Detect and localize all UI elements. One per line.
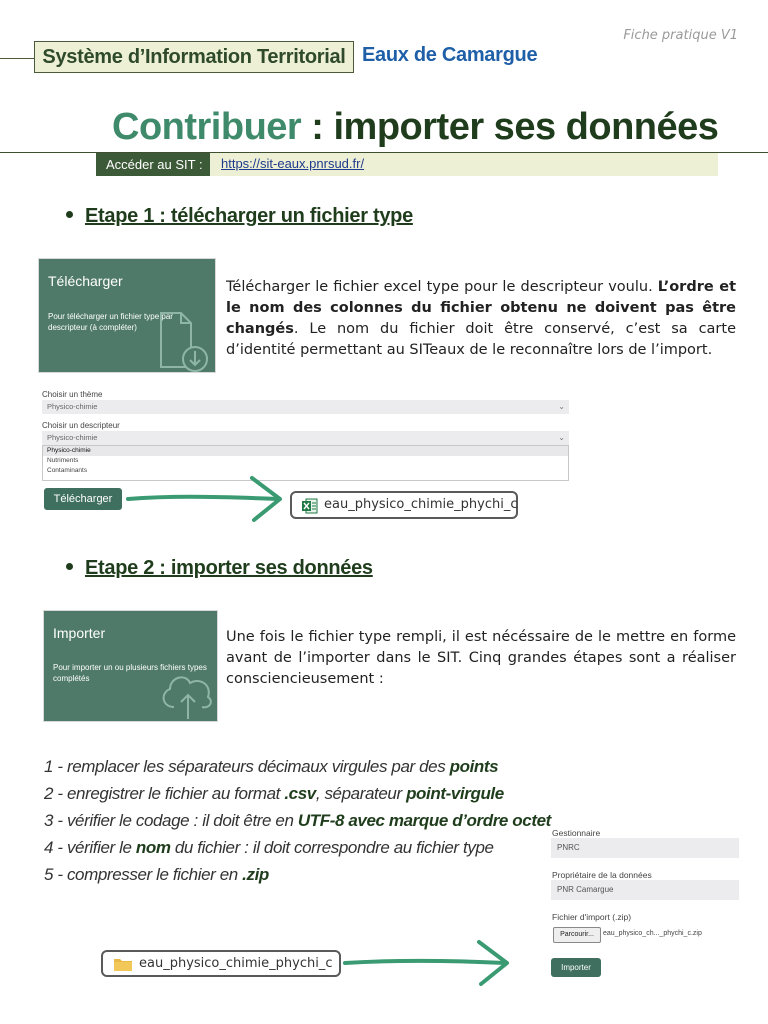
instruction-item-5 — [44, 865, 269, 885]
item-bold: points — [449, 757, 499, 776]
descriptor-label: Choisir un descripteur — [42, 421, 120, 430]
import-card[interactable] — [43, 610, 218, 722]
item-text: 1 - remplacer les séparateurs décimaux virgules par des — [44, 757, 450, 776]
descriptor-dropdown — [42, 445, 569, 481]
item-bold: UTF-8 avec marque d’ordre octet — [297, 811, 551, 830]
bullet-icon — [66, 211, 73, 218]
item-bold: .zip — [242, 865, 269, 884]
item-bold: nom — [135, 838, 171, 857]
descriptor-select-value: Physico-chimie — [47, 433, 98, 442]
item-text: , séparateur — [315, 784, 407, 803]
step1-heading — [66, 205, 413, 228]
title-rest: : importer ses données — [301, 106, 719, 148]
theme-label: Choisir un thème — [42, 390, 103, 399]
step1-para-part2: . Le nom du fichier doit être conservé, c’est sa carte d’identité permettant au SITeaux de le reconnaître lors de l’import. — [226, 321, 736, 358]
cloud-upload-icon — [156, 667, 216, 721]
theme-select-value: Physico-chimie — [47, 402, 98, 411]
zip-folder-name: eau_physico_chimie_phychi_c — [139, 956, 333, 971]
org-subtitle: Eaux de Camargue — [362, 44, 538, 66]
manager-label: Gestionnaire — [552, 828, 601, 838]
step1-heading-text: Etape 1 : télécharger un fichier type — [85, 205, 413, 227]
item-text: du fichier : il doit correspondre au fichier type — [170, 838, 494, 857]
instruction-item-3 — [44, 811, 551, 831]
step2-paragraph: Une fois le fichier type rempli, il est nécéssaire de le mettre en forme avant de l’importer dans le SIT. Cinq grandes étapes sont a réaliser consciencieusement : — [226, 629, 736, 687]
download-card-title: Télécharger — [48, 273, 123, 289]
excel-file-name: eau_physico_chimie_phychi_c — [324, 497, 518, 512]
instruction-item-1 — [44, 757, 498, 777]
descriptor-select[interactable] — [42, 431, 569, 445]
title-highlight: Contribuer — [112, 106, 302, 148]
version-label: Fiche pratique V1 — [623, 28, 738, 43]
folder-icon — [114, 957, 132, 971]
theme-select[interactable] — [42, 400, 569, 414]
import-card-desc: Pour importer un ou plusieurs fichiers types complétés — [53, 663, 207, 683]
header-rule — [0, 58, 34, 59]
excel-file-chip — [290, 491, 518, 519]
download-card-desc: Pour télécharger un fichier type par descripteur (à compléter) — [48, 312, 173, 332]
item-bold: .csv — [284, 784, 316, 803]
access-link[interactable]: https://sit-eaux.pnrsud.fr/ — [221, 156, 365, 171]
arrow-icon — [343, 938, 515, 988]
owner-label: Propriétaire de la données — [552, 870, 652, 880]
item-text: 5 - compresser le fichier en — [44, 865, 243, 884]
item-bold: point-virgule — [406, 784, 504, 803]
item-text: 3 - vérifier le codage : il doit être en — [44, 811, 298, 830]
import-card-title: Importer — [53, 625, 106, 641]
owner-field[interactable]: PNR Camargue — [551, 880, 739, 900]
instruction-item-4 — [44, 838, 494, 858]
step1-para-part1: Télécharger le fichier excel type pour le descripteur voulu. — [226, 279, 658, 295]
item-text: 4 - vérifier le — [44, 838, 136, 857]
download-button[interactable]: Télécharger — [44, 488, 122, 510]
step1-paragraph — [226, 277, 736, 361]
browse-button[interactable]: Parcourir... — [553, 927, 601, 943]
import-button[interactable]: Importer — [551, 958, 601, 977]
zip-folder-chip — [101, 950, 341, 977]
chevron-down-icon: ⌄ — [558, 433, 565, 442]
dropdown-option[interactable]: Contaminants — [47, 467, 88, 474]
import-file-label: Fichier d'import (.zip) — [552, 912, 632, 922]
arrow-icon — [126, 474, 288, 524]
download-card[interactable] — [38, 258, 216, 373]
item-text: 2 - enregistrer le fichier au format — [44, 784, 285, 803]
manager-field[interactable]: PNRC — [551, 838, 739, 858]
step2-heading — [66, 557, 373, 580]
selected-file-name: eau_physico_ch..._phychi_c.zip — [603, 930, 702, 937]
access-label: Accéder au SIT : — [96, 153, 210, 176]
step2-heading-text: Etape 2 : importer ses données — [85, 557, 373, 579]
document-download-icon — [157, 309, 215, 373]
dropdown-option[interactable]: Nutriments — [47, 457, 79, 464]
step1-para-bold: L’ordre et le nom des colonnes du fichier obtenu ne doivent pas être changés — [226, 279, 736, 337]
instruction-item-2 — [44, 784, 504, 804]
page-title — [112, 106, 718, 149]
dropdown-option[interactable]: Physico-chimie — [43, 446, 568, 456]
chevron-down-icon: ⌄ — [558, 402, 565, 411]
excel-file-icon — [302, 498, 318, 514]
bullet-icon — [66, 563, 73, 570]
org-title: Système d’Information Territorial — [34, 41, 354, 73]
